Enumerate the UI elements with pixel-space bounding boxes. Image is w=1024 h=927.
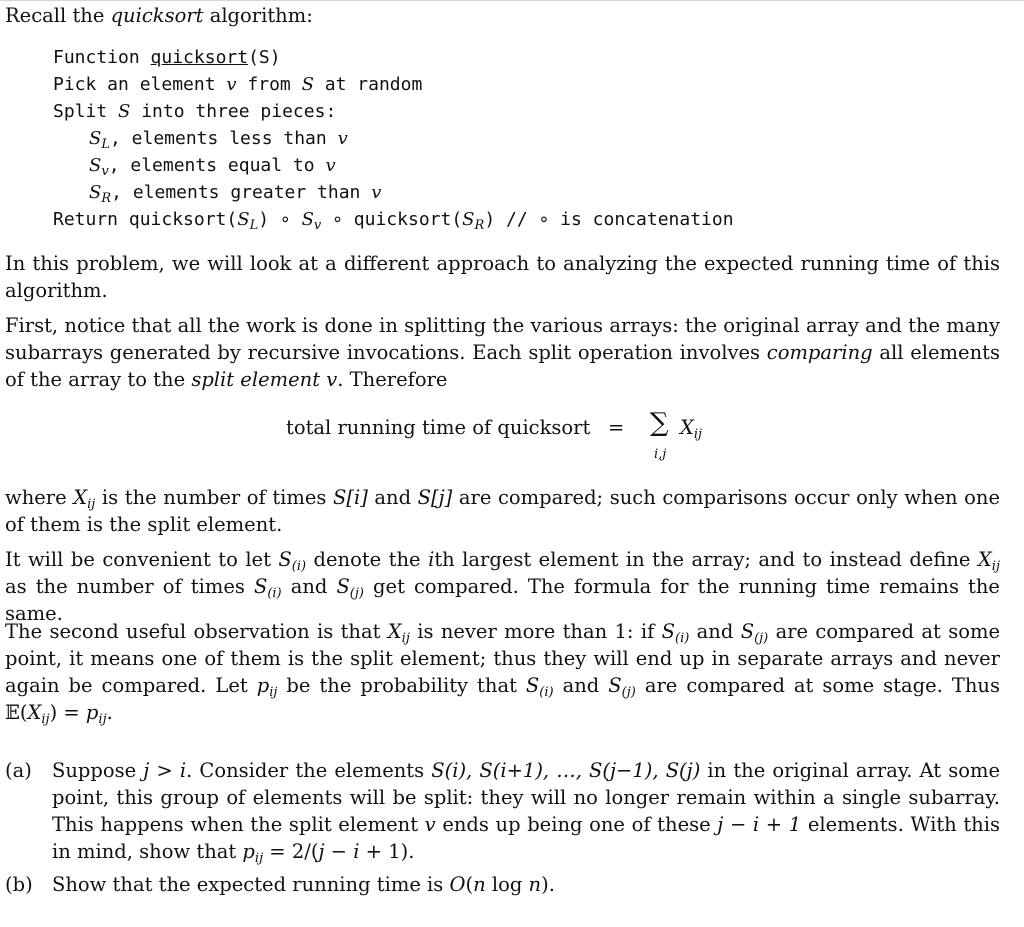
top-rule — [0, 0, 1024, 1]
part-b-label: (b) — [5, 873, 33, 896]
math-sequence: S(i), S(i+1), …, S(j−1), S(j) — [431, 759, 701, 782]
paragraph-work — [5, 312, 1000, 393]
math-sub: ij — [693, 427, 703, 442]
intro-text: Recall the — [5, 4, 111, 27]
para-text: where — [5, 486, 74, 509]
para-text: and — [689, 620, 741, 643]
para-text: It will be convenient to let — [5, 548, 279, 571]
math-X: X — [27, 701, 42, 724]
math-O: O — [449, 873, 466, 896]
para-text: log — [485, 873, 529, 896]
para-text: The second useful observation is that — [5, 620, 388, 643]
math-sub: ij — [401, 631, 410, 646]
code-text: into three pieces: — [130, 101, 337, 122]
intro-line — [5, 2, 313, 29]
math-v: v — [371, 182, 382, 203]
para-text: are compared; such comparisons occur only when one of them is the split element. — [5, 486, 1000, 536]
math-S: S — [253, 575, 268, 598]
intro-emphasis: quicksort — [110, 4, 204, 27]
para-text: are compared at some point, it means one of them is the split element; thus they will end up in separate arrays and never again be compared. Let — [5, 620, 1000, 697]
code-function-name: quicksort — [150, 47, 249, 68]
math-S: S — [462, 209, 475, 230]
math-sub: ij — [991, 559, 1000, 574]
pseudocode-block — [53, 44, 734, 233]
para-text: and — [553, 674, 609, 697]
para-text: all elements of the array to the — [5, 341, 1000, 391]
para-text: be the probability that — [277, 674, 526, 697]
para-text: are compared at some stage. Thus — [635, 674, 1000, 697]
math-sub: (i) — [291, 559, 307, 574]
math-sub: v — [313, 218, 322, 233]
paragraph-approach: In this problem, we will look at a different approach to analyzing the expected running time of this algorithm. — [5, 252, 1000, 302]
math-sub: R — [101, 191, 112, 206]
math-p: p — [256, 674, 270, 697]
math-n: n — [473, 873, 486, 896]
code-text: , elements less than — [109, 128, 338, 149]
code-text: Split — [53, 101, 119, 122]
code-line-6 — [53, 179, 734, 206]
para-text: and — [281, 575, 337, 598]
intro-text-end: algorithm: — [203, 4, 313, 27]
para-text: ( — [465, 873, 474, 896]
math-condition: j > i — [143, 759, 187, 782]
para-text: + 1). — [359, 840, 415, 863]
math-S: S — [89, 182, 102, 203]
para-text: = 2/( — [263, 840, 319, 863]
para-text: First, notice that all the work is done in splitting the various arrays: the original array and the many subarrays generated by recursive invocations. Each split operation involves — [5, 314, 1000, 364]
code-line-2 — [53, 71, 734, 98]
math-difference: j − i — [318, 840, 360, 863]
code-line-7 — [53, 206, 734, 233]
math-n: n — [528, 873, 542, 896]
running-time-equation — [286, 408, 786, 468]
math-v: v — [337, 128, 348, 149]
math-sub: (j) — [349, 586, 364, 601]
part-a — [5, 757, 1000, 865]
equals-sign: = — [608, 416, 625, 439]
para-text: Show that the expected running time is — [52, 873, 450, 896]
para-text: . Consider the elements — [186, 759, 432, 782]
para-text: in the original array. At some point, this group of elements will be split: they will no longer remain within a single subarray. This happens when the split element — [52, 759, 1001, 836]
code-text: from — [236, 74, 302, 95]
paragraph-convenient — [5, 546, 1000, 627]
math-S: S — [89, 155, 102, 176]
paragraph-observation — [5, 618, 1000, 726]
math-v: v — [325, 155, 336, 176]
para-emphasis: split element v — [191, 368, 338, 391]
code-line-5 — [53, 152, 734, 179]
code-line-3 — [53, 98, 734, 125]
math-sub: L — [249, 218, 259, 233]
math-S: S — [237, 209, 250, 230]
code-comment: ) // ∘ is concatenation — [484, 209, 734, 230]
code-text: Pick an element — [53, 74, 227, 95]
math-S: S — [301, 209, 314, 230]
math-sub: (i) — [675, 631, 690, 646]
para-text: is the number of times — [95, 486, 334, 509]
math-expectation: 𝔼( — [5, 701, 28, 724]
math-sub: (i) — [267, 586, 282, 601]
problem-parts — [5, 757, 1000, 898]
math-S: S — [608, 674, 622, 697]
code-text: Return quicksort( — [53, 209, 238, 230]
equation-lhs: total running time of quicksort — [286, 416, 591, 439]
math-sub: (j) — [621, 685, 636, 700]
para-emphasis: comparing — [766, 341, 873, 364]
para-text: ends up being one of these — [435, 813, 718, 836]
math-S: S — [118, 101, 131, 122]
para-text: Suppose — [52, 759, 144, 782]
math-sub: (i) — [539, 685, 554, 700]
math-sub: L — [101, 137, 110, 152]
math-sub: ij — [254, 851, 264, 866]
part-a-label: (a) — [5, 759, 32, 782]
para-text: th largest element in the array; and to instead define — [434, 548, 978, 571]
para-text: . Therefore — [337, 368, 448, 391]
math-p: p — [85, 701, 99, 724]
code-text: ) ∘ — [258, 209, 302, 230]
part-b — [5, 871, 1000, 898]
math-sub: R — [474, 218, 485, 233]
para-text: and — [367, 486, 418, 509]
para-text: . — [106, 701, 113, 724]
math-X: X — [977, 548, 992, 571]
math-S: S — [740, 620, 755, 643]
math-sub: ij — [41, 712, 50, 727]
math-count: j − i + 1 — [717, 813, 802, 836]
math-sub: (j) — [754, 631, 769, 646]
math-sub: v — [101, 164, 109, 179]
paragraph-where — [5, 484, 1000, 538]
sum-index: i,j — [654, 447, 667, 462]
math-S: S — [89, 128, 102, 149]
equation-term — [680, 414, 702, 441]
math-S-i: S[i] — [333, 486, 368, 509]
para-text: as the number of times — [5, 575, 254, 598]
math-p: p — [242, 840, 255, 863]
code-text: , elements greater than — [111, 182, 372, 203]
math-S: S — [301, 74, 314, 95]
math-S-j: S[j] — [417, 486, 453, 509]
math-X: X — [387, 620, 402, 643]
math-v: v — [226, 74, 237, 95]
code-text: ∘ quicksort( — [321, 209, 463, 230]
math-v: v — [424, 813, 436, 836]
code-arg: (S) — [248, 47, 281, 68]
code-keyword: Function — [53, 47, 151, 68]
para-text: ) = — [49, 701, 86, 724]
math-sub: ij — [98, 712, 107, 727]
math-sub: ij — [269, 685, 278, 700]
math-S: S — [336, 575, 350, 598]
code-line-4 — [53, 125, 734, 152]
code-text: at random — [313, 74, 423, 95]
math-S: S — [278, 548, 292, 571]
code-text: , elements equal to — [108, 155, 326, 176]
math-S: S — [661, 620, 676, 643]
math-S: S — [525, 674, 540, 697]
para-text: elements. With this in mind, show that — [52, 813, 1000, 863]
math-X: X — [73, 486, 88, 509]
para-text: denote the — [306, 548, 429, 571]
sum-symbol: ∑ — [650, 408, 669, 438]
para-text: ). — [541, 873, 555, 896]
math-i: i — [428, 548, 435, 571]
para-text: is never more than 1: if — [409, 620, 662, 643]
math-sub: ij — [87, 497, 96, 512]
para-text: get compared. The formula for the running time remains the same. — [5, 575, 1000, 625]
math-X: X — [680, 416, 694, 439]
code-line-1 — [53, 44, 734, 71]
